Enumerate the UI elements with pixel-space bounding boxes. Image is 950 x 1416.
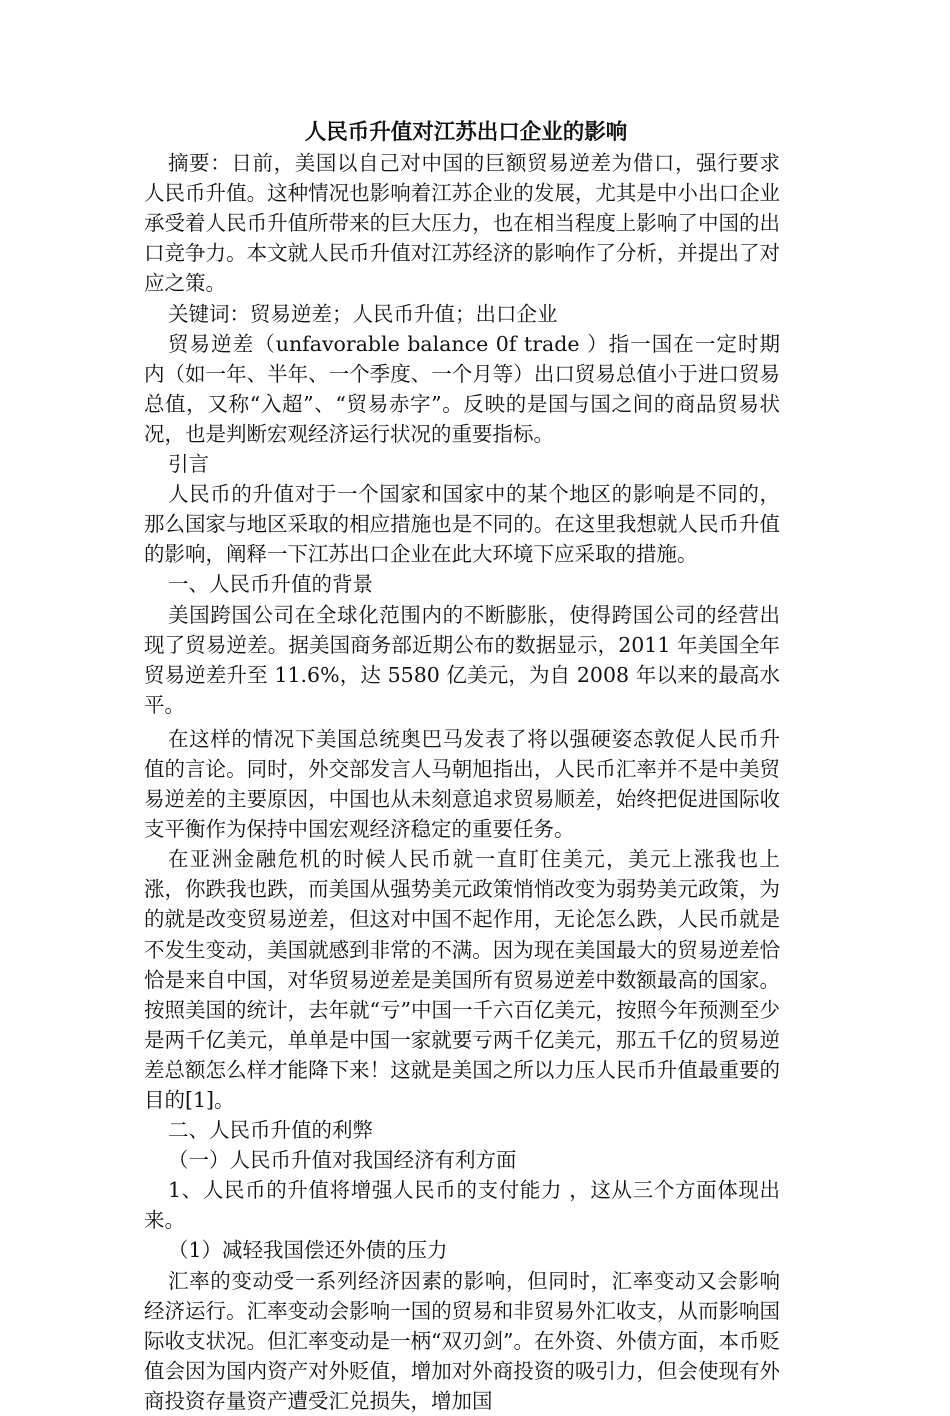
intro-heading: 引言 xyxy=(168,452,209,477)
intro-paragraph: 人民币的升值对于一个国家和国家中的某个地区的影响是不同的，那么国家与地区采取的相应措施也是不同的。在这里我想就人民币升值的影响，阐释一下江苏出口企业在此大环境下应采取的措施。 xyxy=(144,482,780,567)
document-body xyxy=(144,118,780,1416)
background-paragraph-1: 美国跨国公司在全球化范围内的不断膨胀，使得跨国公司的经营出现了贸易逆差。据美国商务部近期公布的数据显示，2011 年美国全年贸易逆差升至 11.6%，达 5580 亿美元，为自 2008 年以来的最高水平。 xyxy=(144,602,780,717)
abstract-paragraph: 摘要：日前，美国以自己对中国的巨额贸易逆差为借口，强行要求人民币升值。这种情况也影响着江苏企业的发展，尤其是中小出口企业承受着人民币升值所带来的巨大压力，也在相当程度上影响了中国的出口竞争力。本文就人民币升值对江苏经济的影响作了分析，并提出了对应之策。 xyxy=(144,151,780,296)
background-paragraph-2: 在这样的情况下美国总统奥巴马发表了将以强硬姿态敦促人民币升值的言论。同时，外交部发言人马朝旭指出，人民币汇率并不是中美贸易逆差的主要原因，中国也从未刻意追求贸易顺差，始终把促进国际收支平衡作为保持中国宏观经济稳定的重要任务。 xyxy=(144,726,780,842)
keywords-paragraph: 关键词：贸易逆差；人民币升值；出口企业 xyxy=(168,301,558,326)
document-title: 人民币升值对江苏出口企业的影响 xyxy=(304,120,628,145)
section-1-heading: 一、人民币升值的背景 xyxy=(168,572,373,597)
section-2-heading: 二、人民币升值的利弊 xyxy=(168,1118,373,1143)
point-1-1-heading: （1）减轻我国偿还外债的压力 xyxy=(168,1238,448,1263)
background-paragraph-3: 在亚洲金融危机的时候人民币就一直盯住美元，美元上涨我也上涨，你跌我也跌，而美国从强势美元政策悄悄改变为弱势美元政策，为的就是改变贸易逆差，但这对中国不起作用，无论怎么跌，人民币就是不发生变动，美国就感到非常的不满。因为现在美国最大的贸易逆差恰恰是来自中国，对华贸易逆差是美国所有贸易逆差中数额最高的国家。按照美国的统计，去年就“亏”中国一千六百亿美元，按照今年预测至少是两千亿美元，单单是中国一家就要亏两千亿美元，那五千亿的贸易逆差总额怎么样才能降下来！这就是美国之所以力压人民币升值最重要的目的[1]。 xyxy=(144,847,780,1112)
exchange-rate-paragraph: 汇率的变动受一系列经济因素的影响，但同时，汇率变动又会影响经济运行。汇率变动会影响一国的贸易和非贸易外汇收支，从而影响国际收支状况。但汇率变动是一柄“双刃剑”。在外资、外债方面，本币贬值会因为国内资产对外贬值，增加对外商投资的吸引力，但会使现有外商投资存量资产遭受汇兑损失，增加国 xyxy=(144,1268,780,1413)
point-1-paragraph: 1、人民币的升值将增强人民币的支付能力 ，这从三个方面体现出来。 xyxy=(144,1178,780,1233)
definition-paragraph: 贸易逆差（unfavorable balance 0f trade ）指一国在一定时期内（如一年、半年、一个季度、一个月等）出口贸易总值小于进口贸易总值，又称“入超”、“贸易赤字”。反映的是国与国之间的商品贸易状况，也是判断宏观经济运行状况的重要指标。 xyxy=(144,331,780,446)
subsection-1-heading: （一）人民币升值对我国经济有利方面 xyxy=(168,1148,517,1173)
